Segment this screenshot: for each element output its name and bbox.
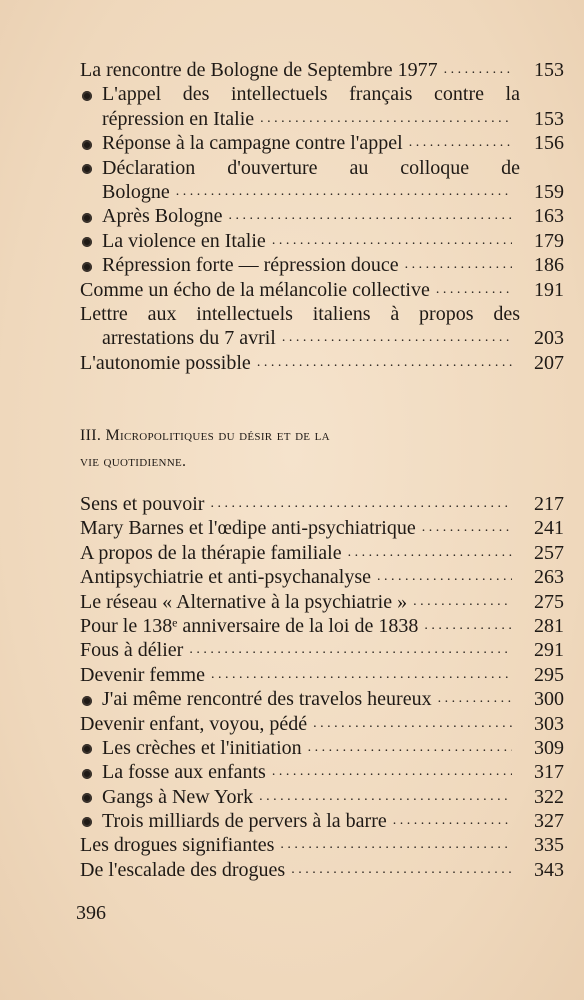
toc-entry	[80, 590, 564, 614]
toc-entry	[80, 351, 564, 375]
toc-entry	[80, 326, 564, 350]
toc-entry	[80, 204, 564, 228]
dot-leader	[211, 663, 512, 687]
toc-entry	[80, 82, 564, 106]
dot-leader	[438, 687, 512, 711]
toc-entry-page: 186	[534, 254, 564, 277]
toc-entry	[80, 156, 564, 180]
toc-entry-title: Déclaration d'ouverture au colloque de	[102, 156, 520, 179]
toc-entry-page: 156	[534, 132, 564, 155]
toc-entry	[80, 833, 564, 857]
toc-entry-title: Antipsychiatrie et anti-psychanalyse	[80, 566, 372, 589]
toc-entry-page: 281	[534, 614, 564, 637]
toc-entry-page: 241	[534, 517, 564, 540]
toc-entry-title: L'appel des intellectuels français contre la	[102, 83, 520, 106]
toc-block-part-ii	[80, 58, 564, 375]
toc-entry-page: 309	[534, 736, 564, 759]
toc-entry-title: Répression forte — répression douce	[102, 254, 399, 277]
toc-entry-title: Les crèches et l'initiation	[102, 736, 302, 759]
toc-entry-title: arrestations du 7 avril	[102, 327, 276, 350]
toc-entry	[80, 565, 564, 589]
toc-entry	[80, 180, 564, 204]
toc-entry	[80, 785, 564, 809]
dot-leader	[210, 492, 512, 516]
toc-entry	[80, 58, 564, 82]
toc-entry	[80, 302, 564, 326]
section-heading-iii	[80, 423, 496, 475]
toc-entry-title: Après Bologne	[102, 205, 223, 228]
toc-entry	[80, 614, 564, 638]
toc-entry-page: 207	[534, 351, 564, 374]
toc-entry-title: Devenir femme	[80, 663, 205, 686]
toc-entry	[80, 687, 564, 711]
toc-entry-title: Devenir enfant, voyou, pédé	[80, 712, 308, 735]
bullet-icon	[82, 817, 92, 827]
toc-entry	[80, 858, 564, 882]
toc-entry-page: 335	[534, 834, 564, 857]
toc-entry-page: 179	[534, 229, 564, 252]
toc-entry-page: 153	[534, 107, 564, 130]
toc-entry-page: 163	[534, 205, 564, 228]
toc-entry-page: 291	[534, 639, 564, 662]
toc-entry-page: 275	[534, 590, 564, 613]
toc-entry	[80, 229, 564, 253]
dot-leader	[422, 516, 512, 540]
toc-entry	[80, 736, 564, 760]
toc-entry	[80, 638, 564, 662]
toc-entry	[80, 760, 564, 784]
toc-entry-page: 295	[534, 663, 564, 686]
toc-entry-title: Bologne	[102, 180, 170, 203]
bullet-icon	[82, 769, 92, 779]
dot-leader	[409, 131, 512, 155]
toc-entry-title: La fosse aux enfants	[102, 761, 266, 784]
toc-entry-page: 263	[534, 566, 564, 589]
section-title-line2: vie quotidienne.	[80, 453, 187, 470]
toc-entry	[80, 278, 564, 302]
toc-entry-page: 217	[534, 492, 564, 515]
toc-entry	[80, 516, 564, 540]
toc-entry-page: 327	[534, 810, 564, 833]
toc-entry-page: 343	[534, 858, 564, 881]
dot-leader	[308, 736, 512, 760]
bullet-icon	[82, 164, 92, 174]
toc-entry-title: A propos de la thérapie familiale	[80, 541, 342, 564]
toc-entry-title: La violence en Italie	[102, 229, 266, 252]
toc-entry-title: Comme un écho de la mélancolie collective	[80, 278, 430, 301]
dot-leader	[280, 833, 512, 857]
toc-entry-page: 257	[534, 541, 564, 564]
toc-entry-page: 303	[534, 712, 564, 735]
dot-leader	[393, 809, 512, 833]
toc-entry-page: 153	[534, 58, 564, 81]
toc-entry-title: Réponse à la campagne contre l'appel	[102, 132, 403, 155]
dot-leader	[176, 180, 512, 204]
dot-leader	[282, 326, 512, 350]
toc-entry-title: De l'escalade des drogues	[80, 858, 286, 881]
bullet-icon	[82, 140, 92, 150]
dot-leader	[189, 638, 512, 662]
toc-entry-page: 317	[534, 761, 564, 784]
dot-leader	[436, 278, 512, 302]
dot-leader	[229, 204, 512, 228]
dot-leader	[272, 229, 512, 253]
section-title-line1: Micropolitiques du désir et de la	[105, 427, 330, 444]
toc-entry-title: Trois milliards de pervers à la barre	[102, 810, 387, 833]
page-number: 396	[76, 902, 106, 924]
dot-leader	[377, 565, 512, 589]
toc-entry-title: Les drogues signifiantes	[80, 834, 275, 857]
dot-leader	[272, 760, 512, 784]
dot-leader	[313, 712, 512, 736]
toc-entry-page: 322	[534, 785, 564, 808]
toc-entry-title: Sens et pouvoir	[80, 492, 205, 515]
dot-leader	[405, 253, 512, 277]
bullet-icon	[82, 262, 92, 272]
toc-entry	[80, 253, 564, 277]
bullet-icon	[82, 744, 92, 754]
dot-leader	[259, 785, 512, 809]
section-number: III.	[80, 427, 102, 444]
toc-entry-title: J'ai même rencontré des travelos heureux	[102, 688, 432, 711]
toc-entry-title: Lettre aux intellectuels italiens à propos des	[80, 302, 520, 325]
bullet-icon	[82, 237, 92, 247]
toc-entry-page: 300	[534, 688, 564, 711]
dot-leader	[348, 541, 512, 565]
dot-leader	[444, 58, 512, 82]
toc-entry	[80, 541, 564, 565]
toc-entry	[80, 809, 564, 833]
toc-entry	[80, 712, 564, 736]
toc-entry-page: 191	[534, 278, 564, 301]
toc-entry	[80, 131, 564, 155]
toc-entry	[80, 492, 564, 516]
toc-block-part-iii	[80, 492, 564, 882]
toc-entry	[80, 107, 564, 131]
toc-entry-title: L'autonomie possible	[80, 351, 251, 374]
dot-leader	[424, 614, 512, 638]
toc-entry-title: répression en Italie	[102, 107, 255, 130]
bullet-icon	[82, 213, 92, 223]
toc-entry-page: 203	[534, 327, 564, 350]
toc-entry-title: Pour le 138ᵉ anniversaire de la loi de 1838	[80, 614, 419, 637]
toc-entry-page: 159	[534, 180, 564, 203]
toc-entry-title: Fous à délier	[80, 639, 184, 662]
bullet-icon	[82, 696, 92, 706]
toc-entry-title: Mary Barnes et l'œdipe anti-psychiatrique	[80, 517, 416, 540]
toc-entry-title: Le réseau « Alternative à la psychiatrie »	[80, 590, 408, 613]
dot-leader	[291, 858, 512, 882]
toc-entry-title: La rencontre de Bologne de Septembre 1977	[80, 58, 438, 81]
bullet-icon	[82, 91, 92, 101]
dot-leader	[260, 107, 512, 131]
dot-leader	[413, 590, 512, 614]
bullet-icon	[82, 793, 92, 803]
toc-entry	[80, 663, 564, 687]
dot-leader	[257, 351, 512, 375]
toc-entry-title: Gangs à New York	[102, 785, 254, 808]
